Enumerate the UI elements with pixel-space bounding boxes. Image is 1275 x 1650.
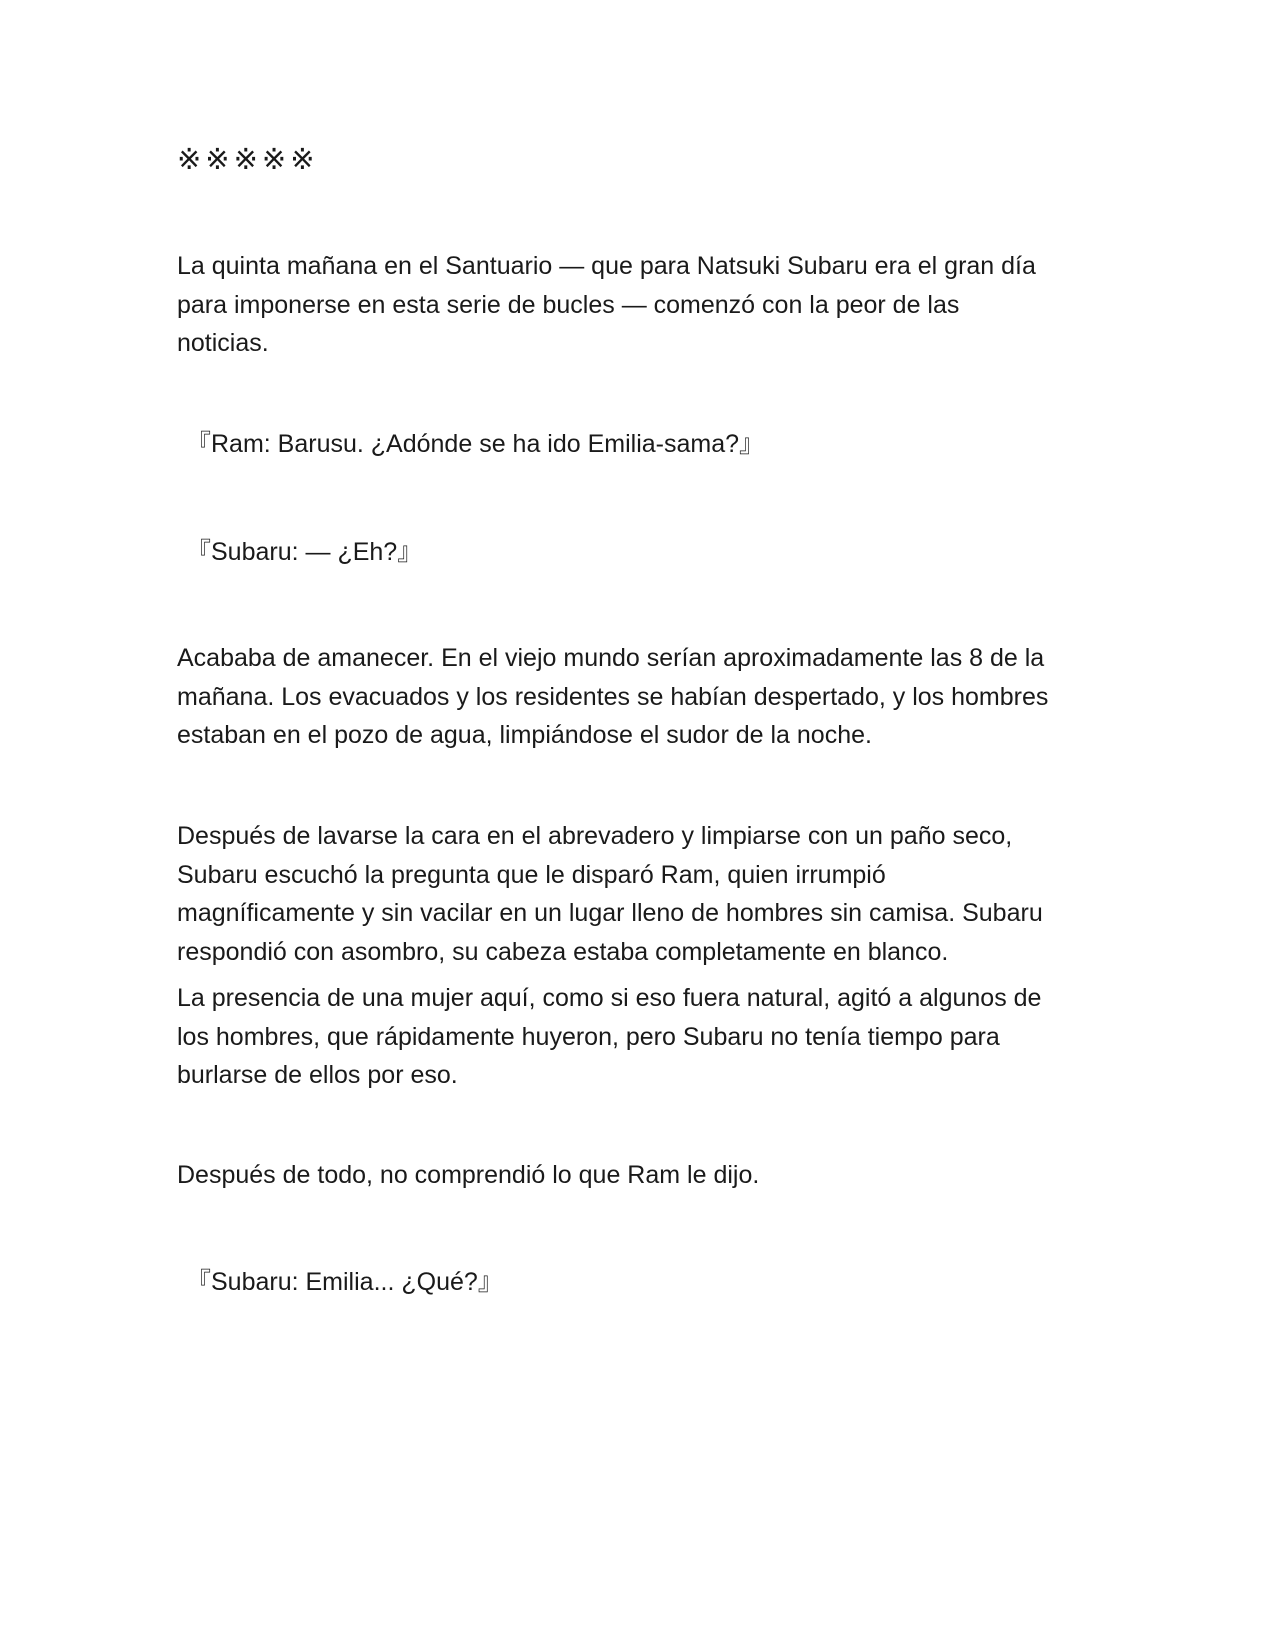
paragraph-1 [177,247,1107,363]
text-line: noticias. [177,329,269,357]
dialogue-subaru-emilia: 『Subaru: Emilia... ¿Qué?』 [186,1268,503,1296]
text-line: burlarse de ellos por eso. [177,1061,458,1089]
text-line: Acababa de amanecer. En el viejo mundo serían aproximadamente las 8 de la [177,644,1045,672]
paragraph-3 [177,817,1107,971]
text-line: Después de lavarse la cara en el abrevadero y limpiarse con un paño seco, [177,822,1013,850]
text-line: los hombres, que rápidamente huyeron, pero Subaru no tenía tiempo para [177,1022,1000,1051]
scene-break: ※※※※※ [177,142,319,176]
paragraph-4 [177,979,1107,1095]
text-line: Subaru escuchó la pregunta que le disparó Ram, quien irrumpió [177,860,886,889]
text-line: magníficamente y sin vacilar en un lugar lleno de hombres sin camisa. Subaru [177,899,1043,927]
text-line: para imponerse en esta serie de bucles — comenzó con la peor de las [177,290,960,319]
text-line: estaban en el pozo de agua, limpiándose el sudor de la noche. [177,721,872,749]
text-line: La presencia de una mujer aquí, como si eso fuera natural, agitó a algunos de [177,984,1042,1012]
text-line: mañana. Los evacuados y los residentes se habían despertado, y los hombres [177,682,1049,711]
text-line: La quinta mañana en el Santuario — que para Natsuki Subaru era el gran día [177,252,1036,280]
paragraph-5: Después de todo, no comprendió lo que Ram le dijo. [177,1161,760,1189]
dialogue-ram: 『Ram: Barusu. ¿Adónde se ha ido Emilia-sama?』 [186,430,765,458]
dialogue-subaru-eh: 『Subaru: — ¿Eh?』 [186,538,423,566]
paragraph-2 [177,639,1107,755]
text-line: respondió con asombro, su cabeza estaba completamente en blanco. [177,937,949,966]
